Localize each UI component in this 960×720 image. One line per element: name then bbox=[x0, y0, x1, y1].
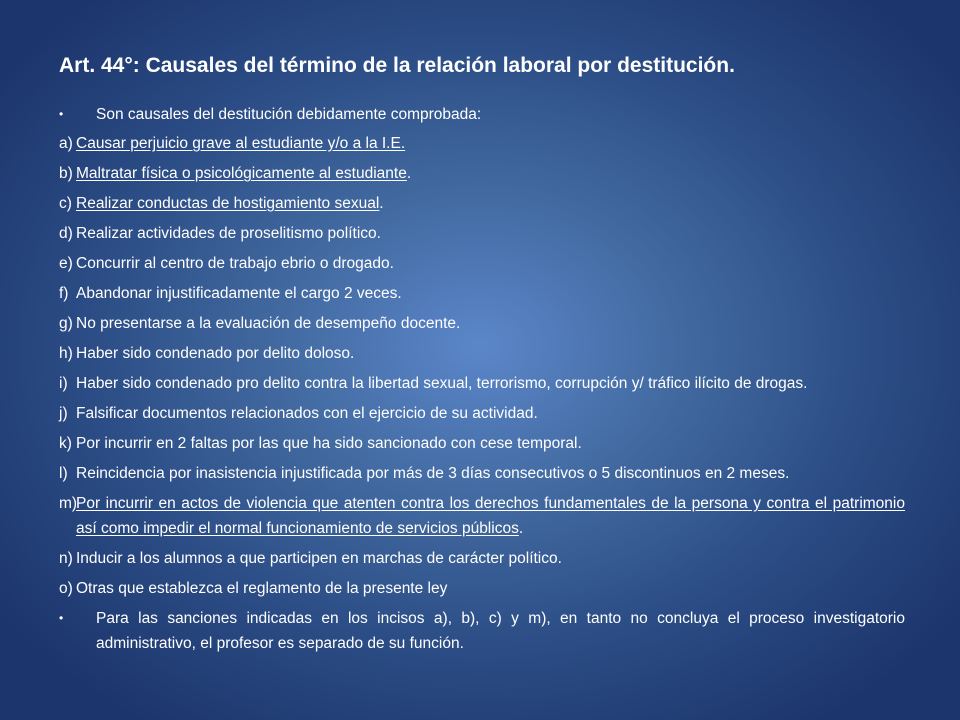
item-letter: m) bbox=[59, 495, 78, 512]
item-text: Por incurrir en actos de violencia que atenten contra los derechos fundamentales de la persona y contra el patrimonio así como impedir el normal funcionamiento de servicios públicos. bbox=[76, 495, 905, 537]
item-text: Otras que establezca el reglamento de la presente ley bbox=[76, 580, 448, 597]
item-text: No presentarse a la evaluación de desempeño docente. bbox=[76, 315, 461, 332]
item-text: Causar perjuicio grave al estudiante y/o a la I.E. bbox=[76, 135, 406, 152]
item-text: Haber sido condenado pro delito contra la libertad sexual, terrorismo, corrupción y/ tráfico ilícito de drogas. bbox=[76, 375, 808, 392]
list-item-n bbox=[59, 546, 905, 571]
list-item-h bbox=[59, 341, 905, 366]
item-letter: l) bbox=[59, 465, 68, 482]
closing-text: Para las sanciones indicadas en los incisos a), b), c) y m), en tanto no concluya el proceso investigatorio administrativo, el profesor es separado de su función. bbox=[96, 610, 905, 652]
item-letter: k) bbox=[59, 435, 72, 452]
list-item-l bbox=[59, 461, 905, 486]
list-item-j bbox=[59, 401, 905, 426]
item-text: Por incurrir en 2 faltas por las que ha sido sancionado con cese temporal. bbox=[76, 435, 582, 452]
item-letter: d) bbox=[59, 225, 73, 242]
item-letter: o) bbox=[59, 580, 73, 597]
intro-text: Son causales del destitución debidamente comprobada: bbox=[96, 106, 482, 123]
slide-body bbox=[59, 98, 905, 660]
list-item-f bbox=[59, 281, 905, 306]
item-letter: b) bbox=[59, 165, 73, 182]
item-text: Concurrir al centro de trabajo ebrio o drogado. bbox=[76, 255, 394, 272]
item-letter: e) bbox=[59, 255, 73, 272]
item-letter: i) bbox=[59, 375, 68, 392]
item-letter: h) bbox=[59, 345, 73, 362]
item-text: Haber sido condenado por delito doloso. bbox=[76, 345, 355, 362]
item-letter: c) bbox=[59, 195, 72, 212]
list-item-i bbox=[59, 371, 905, 396]
list-item-g bbox=[59, 311, 905, 336]
list-item-c bbox=[59, 191, 905, 216]
closing-bullet bbox=[59, 606, 905, 656]
list-item-m bbox=[59, 491, 905, 541]
item-letter: j) bbox=[59, 405, 68, 422]
slide-title: Art. 44°: Causales del término de la relación laboral por destitución. bbox=[59, 54, 735, 77]
list-item-k bbox=[59, 431, 905, 456]
item-letter: n) bbox=[59, 550, 73, 567]
item-letter: f) bbox=[59, 285, 69, 302]
item-text: Realizar conductas de hostigamiento sexual. bbox=[76, 195, 384, 212]
list-item-a bbox=[59, 131, 905, 156]
item-letter: g) bbox=[59, 315, 73, 332]
bullet-dot: • bbox=[59, 107, 64, 121]
item-text: Realizar actividades de proselitismo político. bbox=[76, 225, 381, 242]
item-text: Reincidencia por inasistencia injustificada por más de 3 días consecutivos o 5 discontinuos en 2 meses. bbox=[76, 465, 790, 482]
item-letter: a) bbox=[59, 135, 73, 152]
item-text: Falsificar documentos relacionados con el ejercicio de su actividad. bbox=[76, 405, 538, 422]
list-item-o bbox=[59, 576, 905, 601]
intro-bullet bbox=[59, 102, 905, 127]
item-text: Inducir a los alumnos a que participen en marchas de carácter político. bbox=[76, 550, 562, 567]
list-item-e bbox=[59, 251, 905, 276]
list-item-b bbox=[59, 161, 905, 186]
item-text: Abandonar injustificadamente el cargo 2 veces. bbox=[76, 285, 402, 302]
bullet-dot: • bbox=[59, 611, 64, 625]
item-text: Maltratar física o psicológicamente al estudiante. bbox=[76, 165, 412, 182]
list-item-d bbox=[59, 221, 905, 246]
